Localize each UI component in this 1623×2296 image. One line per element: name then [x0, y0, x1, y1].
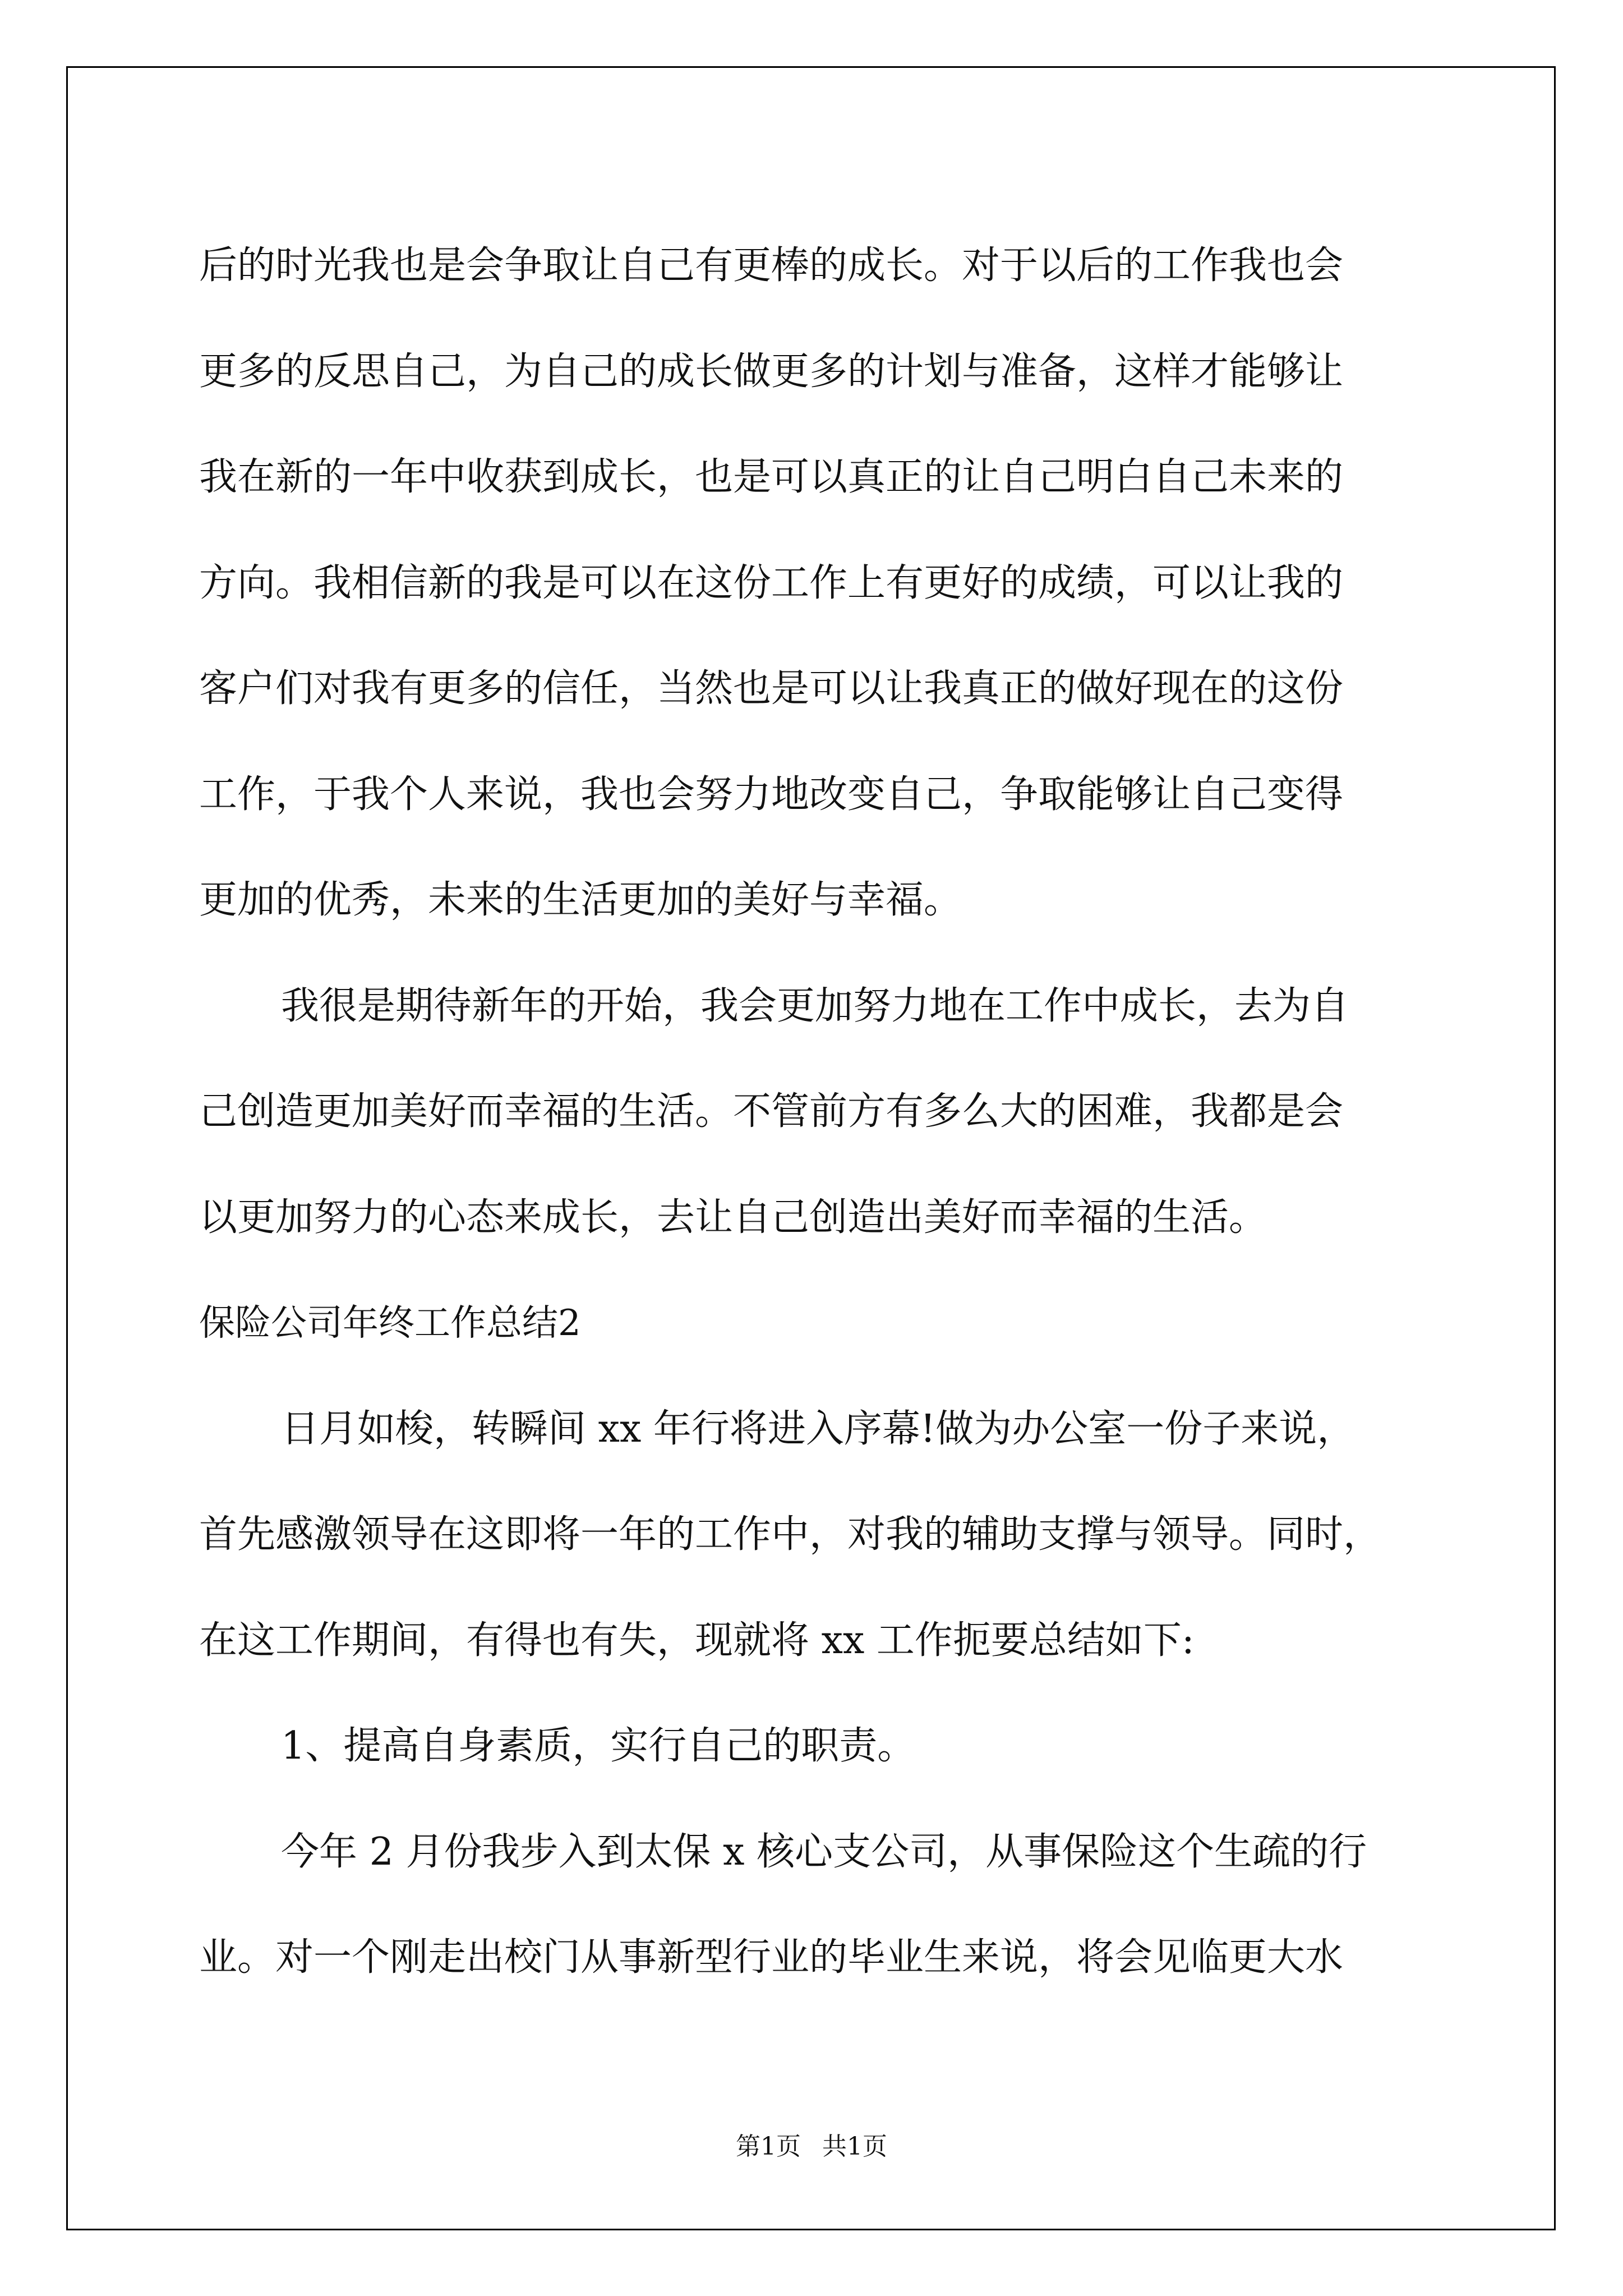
text-line: 首先感激领导在这即将一年的工作中，对我的辅助支撑与领导。同时，: [199, 1512, 1382, 1557]
text-line: 工作，于我个人来说，我也会努力地改变自己，争取能够让自己变得: [199, 772, 1344, 817]
text-line: 客户们对我有更多的信任，当然也是可以让我真正的做好现在的这份: [199, 666, 1344, 711]
text-line: 己创造更加美好而幸福的生活。不管前方有多么大的困难，我都是会: [199, 1089, 1344, 1134]
text-line: 今年 2 月份我步入到太保 x 核心支公司，从事保险这个生疏的行: [281, 1829, 1367, 1874]
text-line: 更加的优秀，未来的生活更加的美好与幸福。: [199, 878, 962, 922]
page-number: 第1页: [736, 2132, 801, 2161]
text-line: 方向。我相信新的我是可以在这份工作上有更好的成绩，可以让我的: [199, 560, 1344, 605]
text-line: 后的时光我也是会争取让自己有更棒的成长。对于以后的工作我也会: [199, 243, 1344, 288]
text-line: 我很是期待新年的开始，我会更加努力地在工作中成长，去为自: [281, 983, 1349, 1028]
text-line: 在这工作期间，有得也有失，现就将 xx 工作扼要总结如下:: [199, 1618, 1195, 1663]
page-footer: [0, 2126, 1623, 2162]
page-total: 共1页: [822, 2132, 887, 2161]
text-line: 更多的反思自己，为自己的成长做更多的计划与准备，这样才能够让: [199, 349, 1344, 394]
text-line: 日月如梭，转瞬间 xx 年行将进入序幕!做为办公室一份子来说，: [281, 1406, 1355, 1451]
section-heading: 保险公司年终工作总结2: [199, 1303, 581, 1344]
document-body: [199, 213, 1427, 2011]
text-line: 我在新的一年中收获到成长，也是可以真正的让自己明白自己未来的: [199, 455, 1344, 499]
text-line: 以更加努力的心态来成长，去让自己创造出美好而幸福的生活。: [199, 1195, 1267, 1240]
text-line: 业。对一个刚走出校门从事新型行业的毕业生来说，将会见临更大水: [199, 1935, 1344, 1980]
text-line: 1、提高自身素质，实行自己的职责。: [281, 1724, 916, 1768]
